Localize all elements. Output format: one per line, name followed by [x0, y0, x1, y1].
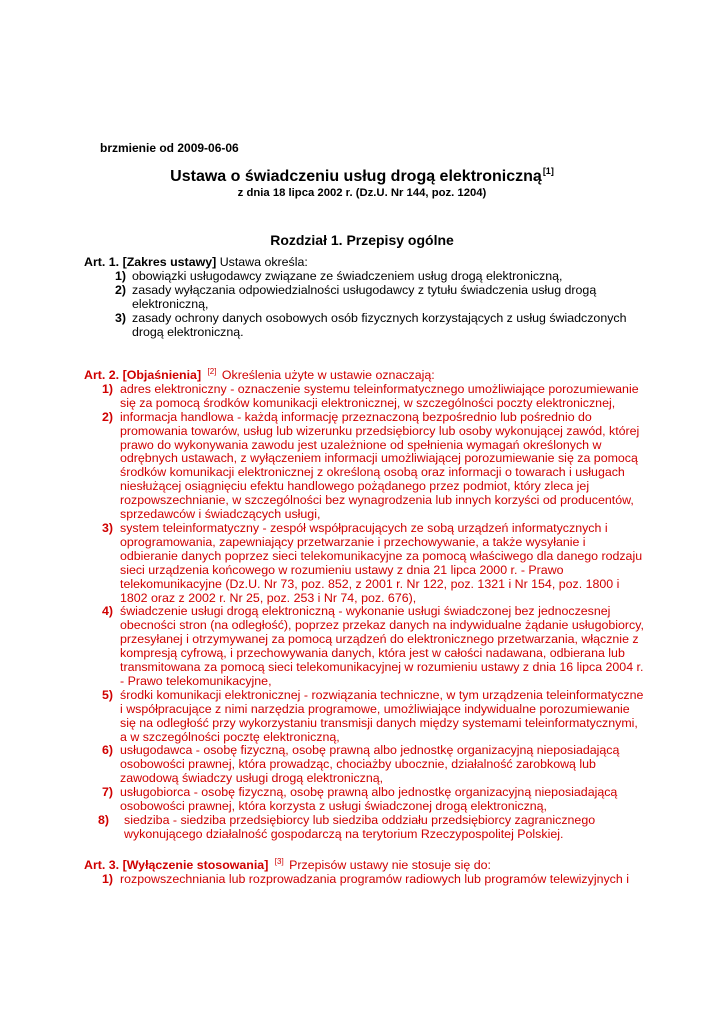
article-3-items [84, 873, 644, 887]
item-text: usługobiorca - osobę fizyczną, osobę prawną albo jednostkę organizacyjną nieposiadającą osobowości prawnej, która korzysta z usługi świadczonej drogą elektroniczną, [120, 785, 618, 814]
item-text: rozpowszechniania lub rozprowadzania programów radiowych lub programów telewizyjnych i [120, 871, 629, 886]
chapter-title: Rozdział 1. Przepisy ogólne [270, 232, 454, 248]
list-item [84, 522, 644, 605]
article-intro: Przepisów ustawy nie stosuje się do: [289, 858, 491, 872]
item-text: informacja handlowa - każdą informację przeznaczoną bezpośrednio lub pośrednio do promowania towarów, usług lub wizerunku przedsiębiorcy lub osoby wykonującej zawód, której prawo do wykonywania zawodu jest uzależnione od spełnienia wymagań określonych w odrębnych ustawach, z wyłączeniem informacji umożliwiającej porozumiewanie się za pomocą środków komunikacji elektronicznej z określoną osobą oraz informacji o towarach i usługach niesłużącej osiągnięciu efektu handlowego pożądanego przez podmiot, który zleca jej rozpowszechnianie, w szczególności bez wynagrodzenia lub innych korzyści od producentów, sprzedawców i świadczących usługi, [120, 409, 640, 522]
document-subtitle: z dnia 18 lipca 2002 r. (Dz.U. Nr 144, poz. 1204) [237, 187, 487, 199]
list-item [84, 744, 644, 786]
article-intro: Ustawa określa: [219, 255, 308, 269]
item-text: usługodawca - osobę fizyczną, osobę prawną albo jednostkę organizacyjną nieposiadającą osobowości prawnej, która prowadząc, chociażby ubocznie, działalność zarobkową lub zawodową świadczy usługi drogą elektroniczną, [120, 743, 620, 786]
item-number: 1) [102, 871, 114, 886]
article-3 [84, 855, 644, 887]
article-1 [84, 256, 644, 339]
list-item [84, 786, 644, 814]
item-text: środki komunikacji elektronicznej - rozwiązania techniczne, w tym urządzenia teleinformatyczne i współpracujące z nimi narzędzia programowe, umożliwiające indywidualne porozumiewanie się na odległość przy wykorzystaniu transmisji danych między systemami teleinformatycznymi, a w szczególności pocztę elektroniczną, [120, 687, 644, 744]
item-text: siedziba - siedziba przedsiębiorcy lub siedziba oddziału przedsiębiorcy zagranicznego wykonującego działalność gospodarczą na terytorium Rzeczypospolitej Polskiej. [124, 813, 596, 841]
version-note: brzmienie od 2009-06-06 [100, 141, 239, 155]
item-text: system teleinformatyczny - zespół współpracujących ze sobą urządzeń informatycznych i oprogramowania, zapewniający przetwarzanie i przechowywanie, a także wysyłanie i odbieranie danych poprzez sieci telekomunikacyjne za pomocą właściwego dla danego rodzaju sieci urządzenia końcowego w rozumieniu ustawy z dnia 21 lipca 2000 r. - Prawo telekomunikacyjne (Dz.U. Nr 73, poz. 852, z 2001 r. Nr 122, poz. 1321 i Nr 154, poz. 1800 i 1802 oraz z 2002 r. Nr 25, poz. 253 i Nr 74, poz. 676), [120, 520, 643, 605]
list-item [84, 689, 644, 745]
item-text: obowiązki usługodawcy związane ze świadczeniem usług drogą elektroniczną, [132, 268, 563, 283]
article-2 [84, 365, 644, 842]
title-footnote-link[interactable]: [1] [542, 166, 554, 176]
article-name: [Zakres ustawy] [122, 255, 217, 269]
list-item [84, 605, 644, 688]
item-number: 3) [115, 310, 127, 325]
article-name: [Objaśnienia] [122, 368, 202, 382]
article-intro: Określenia użyte w ustawie oznaczają: [221, 368, 435, 382]
document-title-text: Ustawa o świadczeniu usług drogą elektroniczną [170, 168, 542, 185]
item-number: 1) [102, 381, 114, 396]
list-item [84, 873, 644, 887]
footnote-link[interactable]: [3] [274, 857, 284, 866]
list-item [84, 383, 644, 411]
item-number: 2) [115, 282, 127, 297]
article-number: Art. 1. [84, 255, 120, 269]
article-2-heading [84, 365, 644, 383]
item-text: adres elektroniczny - oznaczenie systemu teleinformatycznego umożliwiające porozumiewanie się za pomocą środków komunikacji elektronicznej, w szczególności poczty elektronicznej, [120, 381, 639, 410]
article-1-items [84, 270, 644, 340]
article-number: Art. 2. [84, 368, 120, 382]
item-number: 2) [102, 409, 114, 424]
item-number: 7) [102, 785, 114, 800]
item-text: świadczenie usługi drogą elektroniczną - wykonanie usługi świadczonej bez jednoczesnej obecności stron (na odległość), poprzez przekaz danych na indywidualne żądanie usługobiorcy, przesyłanej i otrzymywanej za pomocą urządzeń do elektronicznego przetwarzania, włącznie z kompresją cyfrową, i przechowywania danych, która jest w całości nadawana, odbierana lub transmitowana za pomocą sieci telekomunikacyjnej w rozumieniu ustawy z dnia 16 lipca 2004 r. - Prawo telekomunikacyjne, [120, 604, 644, 688]
article-3-heading [84, 855, 644, 873]
list-item [84, 312, 644, 340]
article-1-heading [84, 256, 644, 270]
article-number: Art. 3. [84, 858, 120, 872]
item-number: 3) [102, 520, 114, 535]
list-item [84, 284, 644, 312]
article-name: [Wyłączenie stosowania] [122, 858, 269, 872]
item-number: 1) [115, 268, 127, 283]
item-text: zasady ochrony danych osobowych osób fizycznych korzystających z usług świadczonych drogą elektroniczną. [132, 310, 627, 339]
item-text: zasady wyłączania odpowiedzialności usługodawcy z tytułu świadczenia usług drogą elektroniczną, [132, 282, 597, 311]
footnote-link[interactable]: [2] [207, 367, 217, 376]
document-title [0, 166, 724, 186]
list-item [84, 270, 644, 284]
item-number: 6) [102, 743, 114, 758]
item-number: 5) [102, 687, 114, 702]
article-2-items [84, 383, 644, 842]
item-number: 8) [98, 813, 110, 827]
item-number: 4) [102, 604, 114, 619]
list-item [84, 411, 644, 522]
list-item [84, 814, 644, 842]
